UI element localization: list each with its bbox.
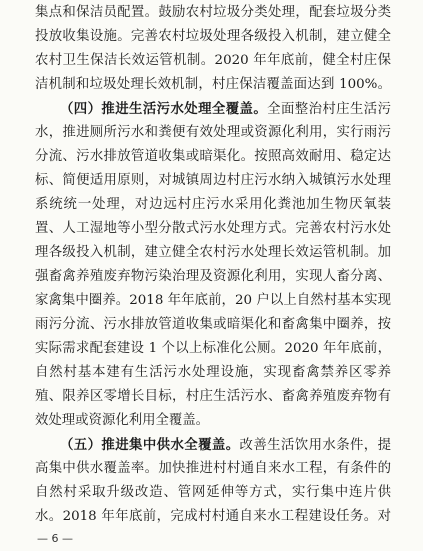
text-line-6: 水，推进厕所污水和粪便有效处理或资源化利用，实行雨污 bbox=[35, 125, 391, 140]
text-line-8: 标、简便适用原则，对城镇周边村庄污水纳入城镇污水处理 bbox=[35, 173, 391, 188]
text-line-3: 农村卫生保洁长效运管机制。2020 年年底前，健全村庄保 bbox=[35, 53, 391, 68]
page-number: — 6 — bbox=[37, 532, 73, 545]
text-line-12: 强畜禽养殖废弃物污染治理及资源化利用，实现人畜分离、 bbox=[35, 269, 391, 284]
text-line-15: 实际需求配套建设 1 个以上标准化公厕。2020 年年底前， bbox=[35, 341, 391, 356]
text-line-22: 水。2018 年年底前，完成村村通自来水工程建设任务。对 bbox=[35, 509, 391, 524]
text-line-17: 殖、限养区零增长目标，村庄生活污水、畜禽养殖废弃物有 bbox=[35, 389, 391, 404]
text-line-14: 雨污分流、污水排放管道收集或暗渠化和畜禽集中圈养，按 bbox=[35, 317, 391, 332]
text-line-1: 集点和保洁员配置。鼓励农村垃圾分类处理，配套垃圾分类 bbox=[35, 5, 391, 20]
text-line-20: 高集中供水覆盖率。加快推进村村通自来水工程，有条件的 bbox=[35, 461, 391, 476]
text-line-21: 自然村采取升级改造、管网延伸等方式，实行集中连片供 bbox=[35, 485, 391, 500]
text-line-4: 洁机制和垃圾处理长效机制，村庄保洁覆盖面达到 100%。 bbox=[35, 77, 391, 92]
text-line-16: 自然村基本建有生活污水处理设施，实现畜禽禁养区零养 bbox=[35, 365, 391, 380]
text-line-11: 理各级投入机制，建立健全农村污水处理长效运管机制。加 bbox=[35, 245, 391, 260]
section-heading-5: （五）推进集中供水全覆盖。 bbox=[60, 437, 240, 453]
section-heading-4: （四）推进生活污水处理全覆盖。 bbox=[60, 101, 268, 117]
text-line-2: 投放收集设施。完善农村垃圾处理各级投入机制，建立健全 bbox=[35, 29, 391, 44]
text-line-9: 系统统一处理，对边远村庄污水采用化粪池加生物厌氧装 bbox=[35, 197, 391, 212]
text-line-19 bbox=[60, 433, 391, 457]
text-line-10: 置、人工湿地等小型分散式污水处理方式。完善农村污水处 bbox=[35, 221, 391, 236]
text-line-18: 效处理或资源化利用全覆盖。 bbox=[35, 413, 210, 428]
text-line-13: 家禽集中圈养。2018 年年底前，20 户以上自然村基本实现 bbox=[35, 293, 391, 308]
text-line-5-body: 全面整治村庄生活污 bbox=[267, 102, 391, 117]
text-line-19-body: 改善生活饮用水条件，提 bbox=[239, 438, 391, 453]
text-line-7: 分流、污水排放管道收集或暗渠化。按照高效耐用、稳定达 bbox=[35, 149, 391, 164]
text-line-5 bbox=[60, 97, 391, 121]
